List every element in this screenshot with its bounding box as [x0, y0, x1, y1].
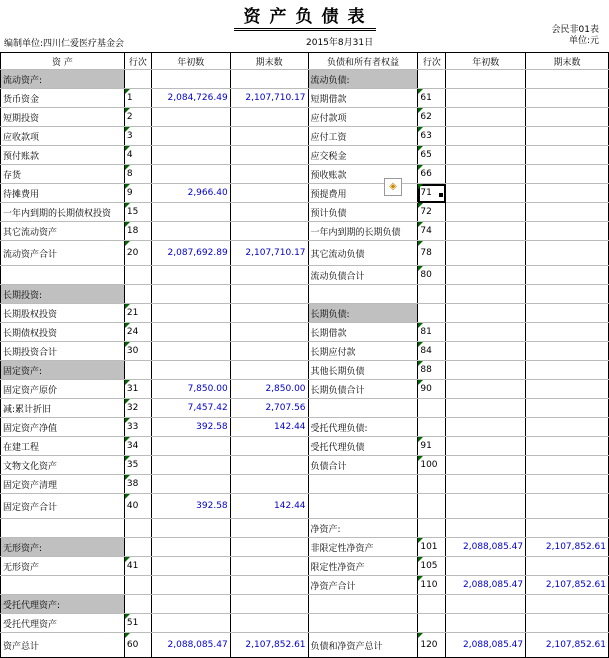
- liability-line-no[interactable]: 74: [418, 222, 446, 241]
- asset-line-no[interactable]: 33: [124, 418, 151, 437]
- asset-end-value[interactable]: [230, 203, 308, 222]
- liability-end-value[interactable]: [526, 146, 609, 165]
- asset-line-no[interactable]: [124, 70, 151, 89]
- table-row: [1, 557, 609, 576]
- asset-begin-value[interactable]: [151, 538, 230, 557]
- liability-end-value[interactable]: [526, 203, 609, 222]
- liability-end-value[interactable]: [526, 184, 609, 203]
- asset-label[interactable]: 固定资产清理: [1, 475, 125, 494]
- asset-label[interactable]: 其它流动资产: [1, 222, 125, 241]
- liability-begin-value[interactable]: [446, 89, 526, 108]
- liability-label[interactable]: 长期负债:: [308, 304, 418, 323]
- liability-label[interactable]: [308, 399, 418, 418]
- liability-label[interactable]: 负债合计: [308, 456, 418, 475]
- asset-end-value[interactable]: [230, 576, 308, 595]
- liability-label[interactable]: 应交税金: [308, 146, 418, 165]
- asset-end-value[interactable]: [230, 304, 308, 323]
- asset-end-value[interactable]: [230, 285, 308, 304]
- liability-label[interactable]: 预计负债: [308, 203, 418, 222]
- asset-line-no[interactable]: 2: [124, 108, 151, 127]
- asset-label[interactable]: 固定资产原价: [1, 380, 125, 399]
- header-cell: 行次: [418, 53, 446, 70]
- liability-line-no[interactable]: [418, 614, 446, 633]
- asset-label[interactable]: [1, 519, 125, 538]
- asset-end-value[interactable]: 142.44: [230, 494, 308, 519]
- asset-begin-value[interactable]: [151, 437, 230, 456]
- asset-label[interactable]: 无形资产:: [1, 538, 125, 557]
- liability-label[interactable]: 流动负债:: [308, 70, 418, 89]
- asset-line-no[interactable]: 40: [124, 494, 151, 519]
- asset-line-no[interactable]: 18: [124, 222, 151, 241]
- liability-label[interactable]: 受托代理负债:: [308, 418, 418, 437]
- liability-line-no[interactable]: [418, 285, 446, 304]
- liability-begin-value[interactable]: [446, 304, 526, 323]
- asset-end-value[interactable]: 2,707.56: [230, 399, 308, 418]
- liability-begin-value[interactable]: [446, 323, 526, 342]
- asset-line-no[interactable]: [124, 538, 151, 557]
- liability-end-value[interactable]: [526, 323, 609, 342]
- liability-label[interactable]: 长期借款: [308, 323, 418, 342]
- liability-end-value[interactable]: [526, 304, 609, 323]
- asset-end-value[interactable]: [230, 70, 308, 89]
- header-cell: 负债和所有者权益: [308, 53, 418, 70]
- asset-begin-value[interactable]: [151, 108, 230, 127]
- asset-begin-value[interactable]: [151, 165, 230, 184]
- table-row: [1, 519, 609, 538]
- liability-label[interactable]: 预提费用: [308, 184, 418, 203]
- unit-label: 单位:元: [568, 36, 599, 46]
- table-row: [1, 165, 609, 184]
- asset-label[interactable]: 一年内到期的长期债权投资: [1, 203, 125, 222]
- liability-begin-value[interactable]: [446, 519, 526, 538]
- asset-line-no[interactable]: 24: [124, 323, 151, 342]
- liability-begin-value[interactable]: [446, 342, 526, 361]
- asset-begin-value[interactable]: [151, 595, 230, 614]
- liability-line-no[interactable]: 71: [418, 184, 446, 203]
- liability-label[interactable]: 长期应付款: [308, 342, 418, 361]
- asset-begin-value[interactable]: 392.58: [151, 494, 230, 519]
- liability-label[interactable]: 应付工资: [308, 127, 418, 146]
- liability-line-no[interactable]: [418, 399, 446, 418]
- liability-end-value[interactable]: [526, 595, 609, 614]
- asset-line-no[interactable]: 35: [124, 456, 151, 475]
- table-row: [1, 222, 609, 241]
- table-row: [1, 203, 609, 222]
- liability-end-value[interactable]: [526, 614, 609, 633]
- asset-begin-value[interactable]: 7,850.00: [151, 380, 230, 399]
- asset-label[interactable]: 受托代理资产: [1, 614, 125, 633]
- liability-begin-value[interactable]: [446, 399, 526, 418]
- asset-label[interactable]: 长期股权投资: [1, 304, 125, 323]
- asset-begin-value[interactable]: 2,088,085.47: [151, 633, 230, 658]
- asset-label[interactable]: 短期投资: [1, 108, 125, 127]
- asset-line-no[interactable]: 15: [124, 203, 151, 222]
- liability-end-value[interactable]: 2,107,852.61: [526, 538, 609, 557]
- asset-begin-value[interactable]: 2,084,726.49: [151, 89, 230, 108]
- liability-line-no[interactable]: [418, 418, 446, 437]
- asset-begin-value[interactable]: [151, 475, 230, 494]
- asset-line-no[interactable]: 31: [124, 380, 151, 399]
- liability-line-no[interactable]: 61: [418, 89, 446, 108]
- liability-end-value[interactable]: [526, 127, 609, 146]
- asset-end-value[interactable]: 142.44: [230, 418, 308, 437]
- header-cell: 年初数: [151, 53, 230, 70]
- liability-line-no[interactable]: [418, 595, 446, 614]
- asset-end-value[interactable]: [230, 184, 308, 203]
- liability-line-no[interactable]: 84: [418, 342, 446, 361]
- liability-line-no[interactable]: 100: [418, 456, 446, 475]
- table-row: [1, 89, 609, 108]
- liability-begin-value[interactable]: [446, 203, 526, 222]
- asset-label[interactable]: 存货: [1, 165, 125, 184]
- liability-line-no[interactable]: [418, 475, 446, 494]
- asset-line-no[interactable]: [124, 285, 151, 304]
- asset-end-value[interactable]: [230, 146, 308, 165]
- asset-begin-value[interactable]: [151, 70, 230, 89]
- liability-line-no[interactable]: 120: [418, 633, 446, 658]
- warning-icon[interactable]: ◈: [384, 178, 402, 196]
- liability-line-no[interactable]: 66: [418, 165, 446, 184]
- liability-end-value[interactable]: [526, 456, 609, 475]
- report-date: 2015年8月31日: [306, 38, 374, 48]
- asset-line-no[interactable]: 30: [124, 342, 151, 361]
- asset-begin-value[interactable]: [151, 127, 230, 146]
- asset-end-value[interactable]: [230, 222, 308, 241]
- asset-end-value[interactable]: [230, 127, 308, 146]
- liability-begin-value[interactable]: [446, 222, 526, 241]
- table-row: [1, 342, 609, 361]
- asset-line-no[interactable]: 8: [124, 165, 151, 184]
- asset-end-value[interactable]: [230, 614, 308, 633]
- liability-label[interactable]: 非限定性净资产: [308, 538, 418, 557]
- liability-end-value[interactable]: [526, 241, 609, 266]
- liability-end-value[interactable]: [526, 361, 609, 380]
- asset-line-no[interactable]: 38: [124, 475, 151, 494]
- liability-line-no[interactable]: 105: [418, 557, 446, 576]
- asset-begin-value[interactable]: [151, 557, 230, 576]
- asset-end-value[interactable]: [230, 519, 308, 538]
- asset-begin-value[interactable]: 2,966.40: [151, 184, 230, 203]
- liability-begin-value[interactable]: 2,088,085.47: [446, 576, 526, 595]
- liability-line-no[interactable]: 101: [418, 538, 446, 557]
- asset-end-value[interactable]: [230, 266, 308, 285]
- asset-label[interactable]: 长期投资:: [1, 285, 125, 304]
- liability-end-value[interactable]: 2,107,852.61: [526, 633, 609, 658]
- header-cell: 年初数: [446, 53, 526, 70]
- liability-begin-value[interactable]: [446, 127, 526, 146]
- liability-end-value[interactable]: [526, 165, 609, 184]
- table-row: [1, 361, 609, 380]
- liability-end-value[interactable]: [526, 475, 609, 494]
- liability-line-no[interactable]: [418, 494, 446, 519]
- table-row: [1, 576, 609, 595]
- asset-end-value[interactable]: [230, 475, 308, 494]
- asset-line-no[interactable]: [124, 266, 151, 285]
- liability-line-no[interactable]: 78: [418, 241, 446, 266]
- asset-end-value[interactable]: [230, 595, 308, 614]
- liability-end-value[interactable]: [526, 494, 609, 519]
- asset-begin-value[interactable]: [151, 222, 230, 241]
- liability-line-no[interactable]: 72: [418, 203, 446, 222]
- asset-end-value[interactable]: [230, 323, 308, 342]
- asset-begin-value[interactable]: [151, 203, 230, 222]
- liability-begin-value[interactable]: [446, 108, 526, 127]
- asset-begin-value[interactable]: [151, 519, 230, 538]
- table-row: [1, 146, 609, 165]
- liability-label[interactable]: 应付款项: [308, 108, 418, 127]
- liability-end-value[interactable]: [526, 222, 609, 241]
- liability-label[interactable]: 受托代理负债: [308, 437, 418, 456]
- asset-label[interactable]: [1, 576, 125, 595]
- table-row: [1, 323, 609, 342]
- liability-label[interactable]: 净资产合计: [308, 576, 418, 595]
- liability-end-value[interactable]: [526, 437, 609, 456]
- liability-label[interactable]: 流动负债合计: [308, 266, 418, 285]
- asset-label[interactable]: 待摊费用: [1, 184, 125, 203]
- liability-begin-value[interactable]: [446, 595, 526, 614]
- asset-label[interactable]: 长期投资合计: [1, 342, 125, 361]
- liability-label[interactable]: 其它流动负债: [308, 241, 418, 266]
- table-row: [1, 614, 609, 633]
- liability-begin-value[interactable]: [446, 557, 526, 576]
- liability-line-no[interactable]: 88: [418, 361, 446, 380]
- liability-label[interactable]: 长期负债合计: [308, 380, 418, 399]
- liability-line-no[interactable]: 80: [418, 266, 446, 285]
- liability-begin-value[interactable]: [446, 285, 526, 304]
- asset-end-value[interactable]: 2,107,710.17: [230, 241, 308, 266]
- liability-label[interactable]: [308, 285, 418, 304]
- asset-label[interactable]: 货币资金: [1, 89, 125, 108]
- liability-label[interactable]: 限定性净资产: [308, 557, 418, 576]
- liability-line-no[interactable]: 110: [418, 576, 446, 595]
- table-row: [1, 437, 609, 456]
- header-cell: 行次: [124, 53, 151, 70]
- asset-label[interactable]: 长期债权投资: [1, 323, 125, 342]
- liability-end-value[interactable]: [526, 418, 609, 437]
- liability-label[interactable]: [308, 494, 418, 519]
- asset-line-no[interactable]: 9: [124, 184, 151, 203]
- asset-begin-value[interactable]: 7,457.42: [151, 399, 230, 418]
- asset-begin-value[interactable]: [151, 361, 230, 380]
- liability-begin-value[interactable]: [446, 146, 526, 165]
- liability-line-no[interactable]: 63: [418, 127, 446, 146]
- table-row: [1, 266, 609, 285]
- table-row: [1, 538, 609, 557]
- asset-begin-value[interactable]: [151, 304, 230, 323]
- liability-line-no[interactable]: 65: [418, 146, 446, 165]
- liability-line-no[interactable]: [418, 70, 446, 89]
- liability-begin-value[interactable]: [446, 494, 526, 519]
- table-row: [1, 418, 609, 437]
- liability-end-value[interactable]: [526, 70, 609, 89]
- asset-line-no[interactable]: 3: [124, 127, 151, 146]
- table-row: [1, 184, 609, 203]
- liability-line-no[interactable]: 62: [418, 108, 446, 127]
- asset-line-no[interactable]: 4: [124, 146, 151, 165]
- liability-begin-value[interactable]: [446, 614, 526, 633]
- table-row: [1, 475, 609, 494]
- liability-label[interactable]: 负债和净资产总计: [308, 633, 418, 658]
- asset-end-value[interactable]: [230, 361, 308, 380]
- liability-end-value[interactable]: [526, 285, 609, 304]
- asset-end-value[interactable]: 2,107,710.17: [230, 89, 308, 108]
- asset-label[interactable]: 文物文化资产: [1, 456, 125, 475]
- asset-begin-value[interactable]: [151, 146, 230, 165]
- liability-begin-value[interactable]: [446, 241, 526, 266]
- liability-end-value[interactable]: [526, 519, 609, 538]
- asset-end-value[interactable]: 2,850.00: [230, 380, 308, 399]
- table-row: [1, 108, 609, 127]
- liability-label[interactable]: [308, 475, 418, 494]
- table-row: [1, 633, 609, 658]
- asset-line-no[interactable]: 21: [124, 304, 151, 323]
- fill-handle[interactable]: [439, 193, 443, 197]
- table-row: [1, 494, 609, 519]
- liability-label[interactable]: [308, 614, 418, 633]
- liability-end-value[interactable]: [526, 266, 609, 285]
- table-row: [1, 70, 609, 89]
- liability-label[interactable]: 一年内到期的长期负债: [308, 222, 418, 241]
- asset-begin-value[interactable]: [151, 285, 230, 304]
- asset-label[interactable]: 固定资产合计: [1, 494, 125, 519]
- liability-begin-value[interactable]: [446, 266, 526, 285]
- asset-line-no[interactable]: 51: [124, 614, 151, 633]
- asset-label[interactable]: 无形资产: [1, 557, 125, 576]
- header-cell: 期末数: [230, 53, 308, 70]
- asset-begin-value[interactable]: [151, 576, 230, 595]
- liability-end-value[interactable]: [526, 89, 609, 108]
- asset-line-no[interactable]: 1: [124, 89, 151, 108]
- asset-label[interactable]: 受托代理资产:: [1, 595, 125, 614]
- asset-line-no[interactable]: 20: [124, 241, 151, 266]
- asset-label[interactable]: 固定资产净值: [1, 418, 125, 437]
- balance-sheet-table: [0, 52, 609, 658]
- asset-label[interactable]: 固定资产:: [1, 361, 125, 380]
- table-row: [1, 595, 609, 614]
- asset-line-no[interactable]: 41: [124, 557, 151, 576]
- asset-label[interactable]: 减:累计折旧: [1, 399, 125, 418]
- header-row: [1, 53, 609, 70]
- liability-end-value[interactable]: [526, 108, 609, 127]
- asset-end-value[interactable]: [230, 538, 308, 557]
- liability-begin-value[interactable]: [446, 418, 526, 437]
- table-row: [1, 304, 609, 323]
- asset-label[interactable]: 预付账款: [1, 146, 125, 165]
- liability-line-no[interactable]: [418, 304, 446, 323]
- asset-end-value[interactable]: [230, 557, 308, 576]
- asset-line-no[interactable]: 60: [124, 633, 151, 658]
- table-row: [1, 127, 609, 146]
- table-row: [1, 241, 609, 266]
- liability-line-no[interactable]: 91: [418, 437, 446, 456]
- liability-begin-value[interactable]: [446, 184, 526, 203]
- asset-line-no[interactable]: [124, 576, 151, 595]
- asset-line-no[interactable]: 32: [124, 399, 151, 418]
- liability-end-value[interactable]: [526, 342, 609, 361]
- asset-begin-value[interactable]: 392.58: [151, 418, 230, 437]
- asset-end-value[interactable]: [230, 342, 308, 361]
- header-cell: 资 产: [1, 53, 125, 70]
- asset-end-value[interactable]: 2,107,852.61: [230, 633, 308, 658]
- liability-label[interactable]: 净资产:: [308, 519, 418, 538]
- asset-begin-value[interactable]: 2,087,692.89: [151, 241, 230, 266]
- asset-end-value[interactable]: [230, 437, 308, 456]
- liability-begin-value[interactable]: [446, 380, 526, 399]
- asset-begin-value[interactable]: [151, 614, 230, 633]
- liability-label[interactable]: 预收账款: [308, 165, 418, 184]
- liability-label[interactable]: 短期借款: [308, 89, 418, 108]
- asset-label[interactable]: 应收款项: [1, 127, 125, 146]
- liability-begin-value[interactable]: [446, 475, 526, 494]
- liability-begin-value[interactable]: [446, 437, 526, 456]
- asset-begin-value[interactable]: [151, 323, 230, 342]
- liability-line-no[interactable]: 81: [418, 323, 446, 342]
- asset-line-no[interactable]: [124, 361, 151, 380]
- table-row: [1, 456, 609, 475]
- asset-begin-value[interactable]: [151, 342, 230, 361]
- asset-label[interactable]: 流动资产:: [1, 70, 125, 89]
- liability-end-value[interactable]: [526, 399, 609, 418]
- table-row: [1, 380, 609, 399]
- table-row: [1, 399, 609, 418]
- liability-end-value[interactable]: [526, 557, 609, 576]
- asset-line-no[interactable]: [124, 519, 151, 538]
- liability-line-no[interactable]: 90: [418, 380, 446, 399]
- asset-end-value[interactable]: [230, 108, 308, 127]
- asset-begin-value[interactable]: [151, 456, 230, 475]
- header-cell: 期末数: [526, 53, 609, 70]
- liability-begin-value[interactable]: [446, 456, 526, 475]
- liability-end-value[interactable]: 2,107,852.61: [526, 576, 609, 595]
- asset-label[interactable]: [1, 266, 125, 285]
- asset-end-value[interactable]: [230, 165, 308, 184]
- asset-begin-value[interactable]: [151, 266, 230, 285]
- liability-begin-value[interactable]: [446, 361, 526, 380]
- asset-line-no[interactable]: 34: [124, 437, 151, 456]
- liability-begin-value[interactable]: [446, 165, 526, 184]
- liability-begin-value[interactable]: 2,088,085.47: [446, 538, 526, 557]
- table-row: [1, 285, 609, 304]
- asset-label[interactable]: 资产总计: [1, 633, 125, 658]
- report-title: 资产负债表: [0, 2, 609, 27]
- liability-begin-value[interactable]: 2,088,085.47: [446, 633, 526, 658]
- liability-label[interactable]: [308, 595, 418, 614]
- liability-line-no[interactable]: [418, 519, 446, 538]
- liability-begin-value[interactable]: [446, 70, 526, 89]
- form-code: 会民非01表: [551, 25, 599, 35]
- liability-end-value[interactable]: [526, 380, 609, 399]
- asset-line-no[interactable]: [124, 595, 151, 614]
- liability-label[interactable]: 其他长期负债: [308, 361, 418, 380]
- org-label: 编制单位:四川仁爱医疗基金会: [4, 39, 125, 49]
- asset-label[interactable]: 在建工程: [1, 437, 125, 456]
- asset-label[interactable]: 流动资产合计: [1, 241, 125, 266]
- asset-end-value[interactable]: [230, 456, 308, 475]
